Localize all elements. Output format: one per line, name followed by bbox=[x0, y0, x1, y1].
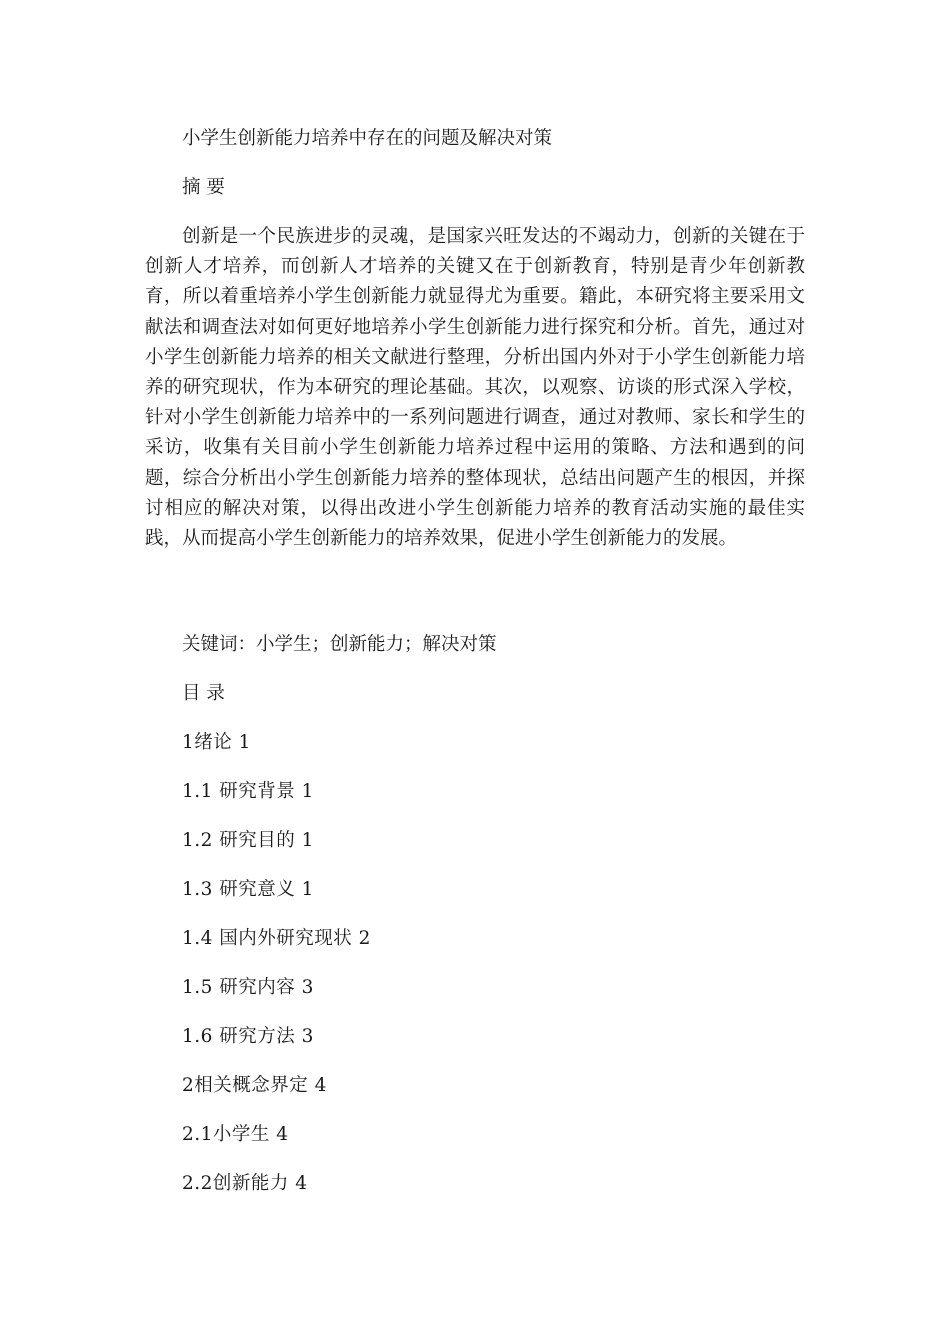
toc-heading: 目 录 bbox=[182, 683, 225, 704]
toc-entry: 1绪论 1 bbox=[182, 732, 251, 753]
abstract-paragraph: 创新是一个民族进步的灵魂，是国家兴旺发达的不竭动力，创新的关键在于创新人才培养，而创新人才培养的关键又在于创新教育，特别是青少年创新教育，所以着重培养小学生创新能力就显得尤为重要。籍此，本研究将主要采用文献法和调查法对如何更好地培养小学生创新能力进行探究和分析。首先，通过对小学生创新能力培养的相关文献进行整理，分析出国内外对于小学生创新能力培养的研究现状，作为本研究的理论基础。其次，以观察、访谈的形式深入学校，针对小学生创新能力培养中的一系列问题进行调查，通过对教师、家长和学生的采访，收集有关目前小学生创新能力培养过程中运用的策略、方法和遇到的问题，综合分析出小学生创新能力培养的整体现状，总结出问题产生的根因，并探讨相应的解决对策，以得出改进小学生创新能力培养的教育活动实施的最佳实践，从而提高小学生创新能力的培养效果，促进小学生创新能力的发展。 bbox=[145, 226, 805, 550]
toc-entry: 2相关概念界定 4 bbox=[182, 1075, 327, 1096]
toc-entry: 2.1小学生 4 bbox=[182, 1124, 289, 1145]
toc-entry: 1.6 研究方法 3 bbox=[182, 1026, 314, 1047]
toc-entry: 2.2创新能力 4 bbox=[182, 1173, 308, 1194]
abstract-heading: 摘 要 bbox=[182, 177, 225, 198]
toc-entry: 1.3 研究意义 1 bbox=[182, 879, 314, 900]
toc-entry: 1.2 研究目的 1 bbox=[182, 830, 314, 851]
keywords-line: 关键词：小学生；创新能力；解决对策 bbox=[182, 634, 497, 655]
toc-entry: 1.5 研究内容 3 bbox=[182, 977, 314, 998]
toc-entry: 1.4 国内外研究现状 2 bbox=[182, 928, 371, 949]
document-title: 小学生创新能力培养中存在的问题及解决对策 bbox=[182, 128, 553, 149]
toc-entry: 1.1 研究背景 1 bbox=[182, 781, 314, 802]
